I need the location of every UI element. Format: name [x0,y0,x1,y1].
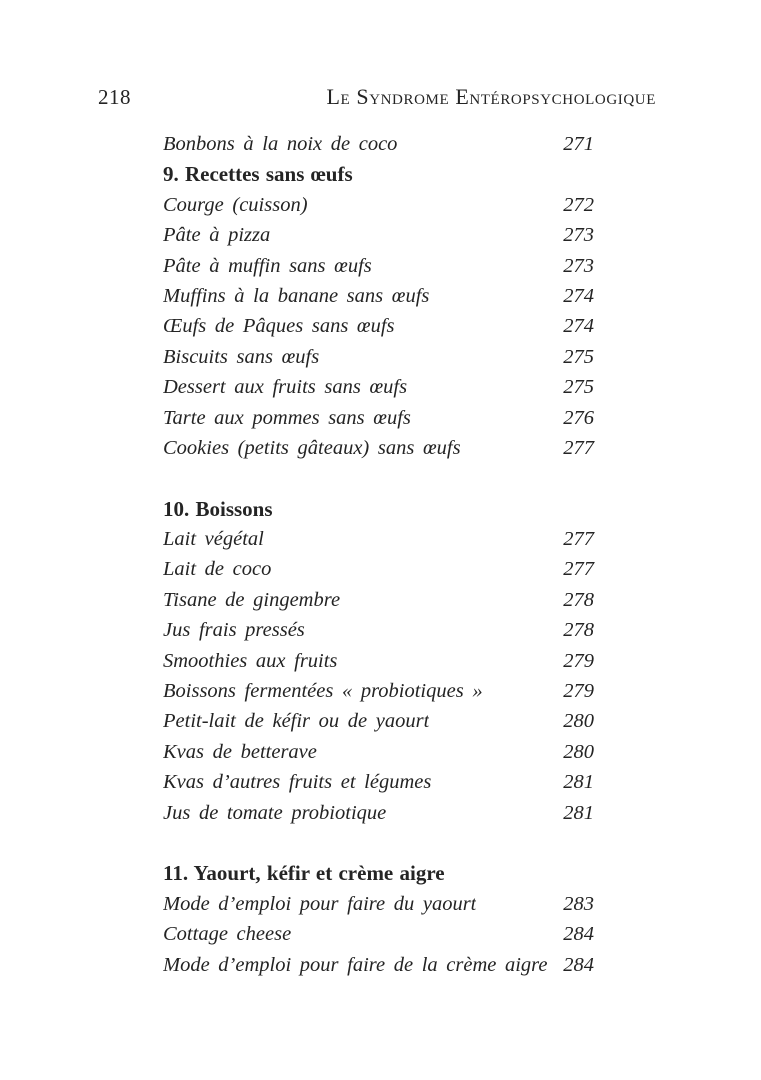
toc-entry-label: Biscuits sans œufs [163,345,320,368]
page-header [98,84,656,110]
toc-page-number: 281 [563,801,594,824]
toc-page-number: 279 [563,649,594,672]
toc-page-number: 272 [563,193,594,216]
toc-entry-label: Cottage cheese [163,923,292,946]
toc-entry-label: Œufs de Pâques sans œufs [163,315,395,338]
toc-page-number: 284 [563,953,594,976]
toc-entry-row [163,220,594,250]
toc-page-number: 275 [563,376,594,399]
toc-entry-label: Dessert aux fruits sans œufs [163,376,408,399]
toc-section-heading: 9. Recettes sans œufs [163,162,353,187]
toc-entry-row [163,433,594,463]
toc-entry-row [163,889,594,919]
toc-entry-label: Smoothies aux fruits [163,649,338,672]
toc-entry-row [163,646,594,676]
toc-entry-row [163,342,594,372]
toc-section-heading-row [163,159,594,189]
toc-entry-row [163,251,594,281]
toc-entry-row [163,554,594,584]
toc-entry-row [163,311,594,341]
running-title: Le Syndrome Entéropsychologique [326,84,656,109]
toc-page-number: 281 [563,771,594,794]
toc-entry-row [163,403,594,433]
toc-entry-row [163,676,594,706]
toc-page-number: 274 [563,284,594,307]
toc-entry-row [163,372,594,402]
toc-entry-label: Bonbons à la noix de coco [163,133,398,155]
toc-section-heading: 11. Yaourt, kéfir et crème aigre [163,861,445,886]
toc-page-number: 278 [563,619,594,642]
toc-page-number: 280 [563,710,594,733]
toc-entry-row [163,767,594,797]
toc-entry-label: Tisane de gingembre [163,588,341,611]
toc-entry-label: Courge (cuisson) [163,193,308,216]
toc-page-number: 273 [563,254,594,277]
toc-page-number: 283 [563,892,594,915]
toc-section-heading-row [163,858,594,888]
toc-entry-row [163,706,594,736]
toc-entry-label: Kvas de betterave [163,740,317,763]
table-of-contents [163,129,594,980]
toc-entry-label: Boissons fermentées « probiotiques » [163,680,483,703]
toc-page-number: 278 [563,588,594,611]
toc-entry-label: Muffins à la banane sans œufs [163,284,430,307]
toc-entry-label: Lait de coco [163,558,272,581]
toc-entry-label: Jus frais pressés [163,619,305,642]
toc-entry-row [163,919,594,949]
toc-section-heading: 10. Boissons [163,496,273,521]
toc-page-number: 275 [563,345,594,368]
toc-entry-row [163,129,594,159]
toc-page-number: 273 [563,224,594,247]
toc-entry-label: Jus de tomate probiotique [163,801,387,824]
toc-page-number: 271 [563,133,594,155]
toc-page-number: 279 [563,680,594,703]
toc-section-heading-row [163,494,594,524]
toc-entry-row [163,585,594,615]
toc-page-number: 284 [563,923,594,946]
toc-entry-row [163,737,594,767]
toc-entry-label: Petit-lait de kéfir ou de yaourt [163,710,430,733]
toc-entry-label: Cookies (petits gâteaux) sans œufs [163,436,461,459]
toc-page-number: 274 [563,315,594,338]
toc-page-number: 277 [563,436,594,459]
toc-entry-label: Pâte à muffin sans œufs [163,254,372,277]
toc-entry-row [163,615,594,645]
toc-entry-row [163,524,594,554]
toc-entry-label: Tarte aux pommes sans œufs [163,406,411,429]
toc-page-number: 276 [563,406,594,429]
page-number-folio: 218 [98,85,131,109]
toc-entry-label: Kvas d’autres fruits et légumes [163,771,432,794]
toc-entry-label: Mode d’emploi pour faire du yaourt [163,892,477,915]
toc-page-number: 277 [563,528,594,551]
toc-entry-label: Pâte à pizza [163,224,271,247]
toc-entry-label: Lait végétal [163,528,264,551]
toc-page-number: 280 [563,740,594,763]
toc-entry-row [163,798,594,828]
toc-entry-row [163,190,594,220]
toc-entry-row [163,950,594,980]
toc-entry-row [163,281,594,311]
toc-page-number: 277 [563,558,594,581]
toc-entry-label: Mode d’emploi pour faire de la crème aigre [163,953,548,976]
